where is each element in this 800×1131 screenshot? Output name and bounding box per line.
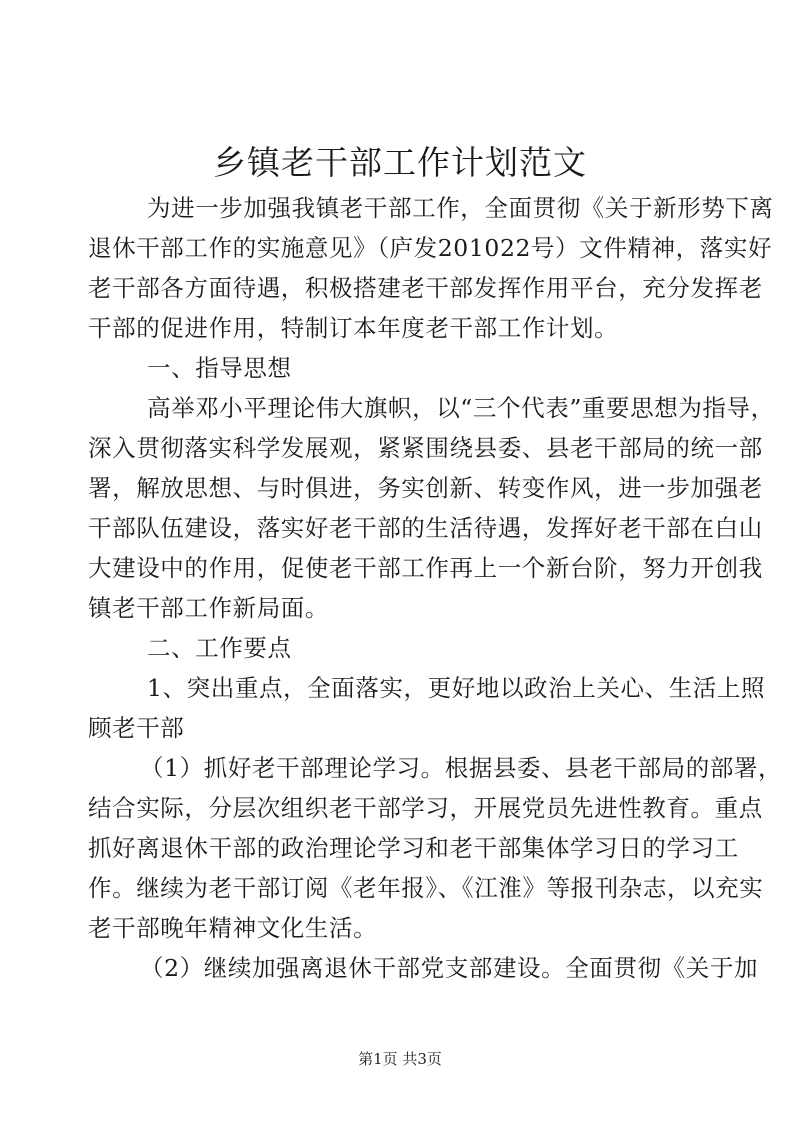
section-heading: 一、指导思想 bbox=[147, 354, 292, 382]
paragraph-line: （2）继续加强离退休干部党支部建设。全面贯彻《关于加 bbox=[140, 954, 759, 982]
paragraph-line: 结合实际，分层次组织老干部学习，开展党员先进性教育。重点 bbox=[88, 794, 763, 822]
paragraph-line: 大建设中的作用，促使老干部工作再上一个新台阶，努力开创我 bbox=[88, 554, 763, 582]
paragraph-line: 老干部各方面待遇，积极搭建老干部发挥作用平台，充分发挥老 bbox=[88, 274, 763, 302]
document-title: 乡镇老干部工作计划范文 bbox=[213, 143, 587, 182]
paragraph-line: 老干部晚年精神文化生活。 bbox=[88, 914, 378, 942]
paragraph-line: 高举邓小平理论伟大旗帜，以“三个代表”重要思想为指导， bbox=[147, 394, 775, 422]
paragraph-line: 为进一步加强我镇老干部工作，全面贯彻《关于新形势下离 bbox=[147, 194, 774, 222]
section-heading: 二、工作要点 bbox=[147, 634, 292, 662]
paragraph-line: 顾老干部 bbox=[88, 714, 185, 742]
paragraph-line: 退休干部工作的实施意见》（庐发201022号）文件精神，落实好 bbox=[88, 234, 773, 262]
paragraph-line: 1、突出重点，全面落实，更好地以政治上关心、生活上照 bbox=[147, 674, 766, 702]
paragraph-line: 深入贯彻落实科学发展观，紧紧围绕县委、县老干部局的统一部 bbox=[88, 434, 763, 462]
paragraph-line: （1）抓好老干部理论学习。根据县委、县老干部局的部署， bbox=[140, 754, 783, 782]
page-number-footer: 第1页 共3页 bbox=[358, 1050, 442, 1068]
paragraph-line: 作。继续为老干部订阅《老年报》、《江淮》等报刊杂志，以充实 bbox=[88, 874, 764, 902]
paragraph-line: 镇老干部工作新局面。 bbox=[88, 594, 329, 622]
paragraph-line: 干部队伍建设，落实好老干部的生活待遇，发挥好老干部在白山 bbox=[88, 514, 763, 542]
paragraph-line: 干部的促进作用，特制订本年度老干部工作计划。 bbox=[88, 314, 619, 342]
paragraph-line: 抓好离退休干部的政治理论学习和老干部集体学习日的学习工 bbox=[88, 834, 739, 862]
paragraph-line: 署，解放思想、与时俱进，务实创新、转变作风，进一步加强老 bbox=[88, 474, 763, 502]
